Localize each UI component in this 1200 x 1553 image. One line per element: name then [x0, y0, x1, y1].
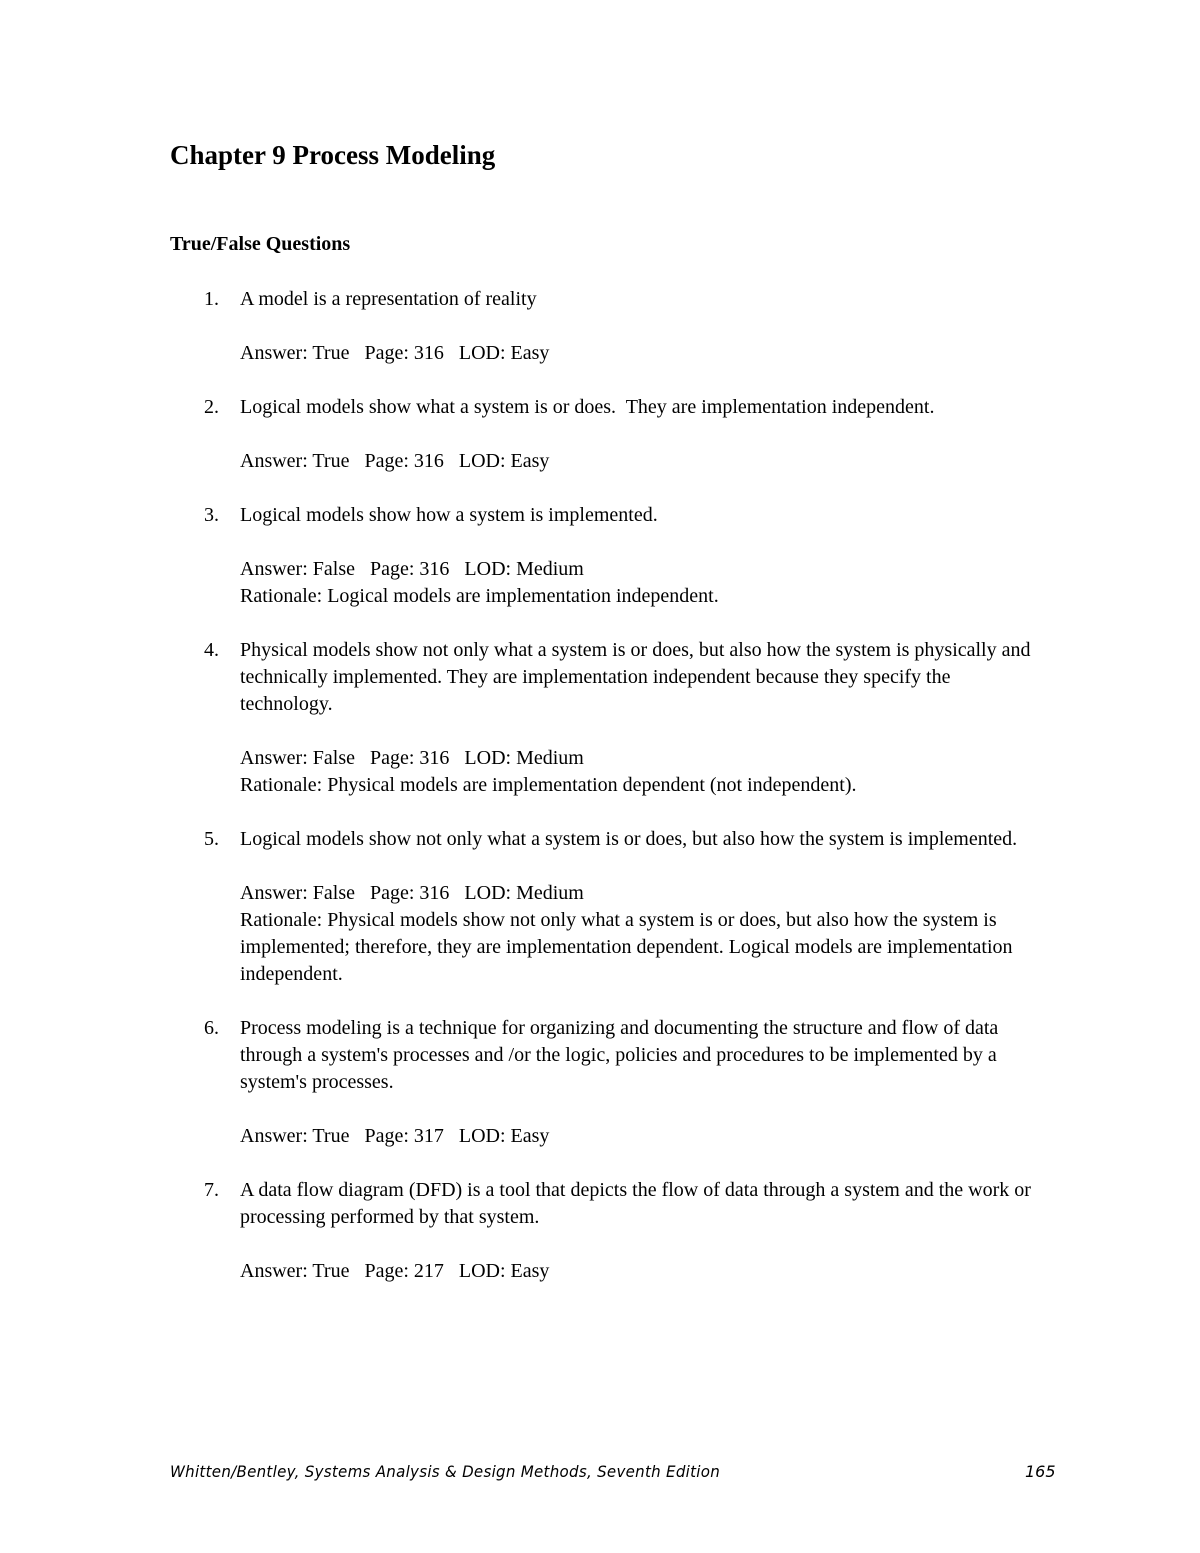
question-text: Logical models show what a system is or does. They are implementation independent. [240, 396, 935, 418]
answer-line: Answer: True Page: 217 LOD: Easy [240, 1260, 550, 1282]
answer-line: Answer: True Page: 316 LOD: Easy [240, 342, 550, 364]
question-text: A model is a representation of reality [240, 288, 537, 310]
section-title: True/False Questions [170, 233, 351, 255]
answer-block [240, 340, 1070, 367]
question-text: Logical models show how a system is implemented. [240, 504, 658, 526]
question-item [170, 1015, 1070, 1177]
question-number: 5. [204, 828, 219, 850]
answer-block [240, 745, 1070, 799]
question-list [170, 286, 1070, 1285]
question-number: 3. [204, 504, 219, 526]
question-item [170, 394, 1070, 502]
question-item [170, 637, 1070, 826]
question-number: 1. [204, 288, 219, 310]
question-item [170, 286, 1070, 394]
rationale-text: Rationale: Physical models show not only what a system is or does, but also how the system is implemented; therefore, they are implementation dependent. Logical models are implementation independent. [240, 909, 1013, 985]
answer-block [240, 556, 1070, 610]
answer-block [240, 880, 1070, 988]
answer-line: Answer: True Page: 317 LOD: Easy [240, 1125, 550, 1147]
answer-block [240, 448, 1070, 475]
question-text: Process modeling is a technique for organizing and documenting the structure and flow of data through a system's processes and /or the logic, policies and procedures to be implemented by a system's processes. [240, 1017, 999, 1093]
answer-line: Answer: False Page: 316 LOD: Medium [240, 747, 584, 769]
rationale-text: Rationale: Logical models are implementation independent. [240, 585, 719, 607]
chapter-title: Chapter 9 Process Modeling [170, 140, 496, 170]
question-text: Logical models show not only what a system is or does, but also how the system is implemented. [240, 828, 1018, 850]
question-number: 2. [204, 396, 219, 418]
question-number: 6. [204, 1017, 219, 1039]
question-item [170, 502, 1070, 637]
answer-line: Answer: False Page: 316 LOD: Medium [240, 882, 584, 904]
question-number: 7. [204, 1179, 219, 1201]
footer-book-title: Whitten/Bentley, Systems Analysis & Design Methods, Seventh Edition [170, 1462, 721, 1481]
question-number: 4. [204, 639, 219, 661]
answer-line: Answer: False Page: 316 LOD: Medium [240, 558, 584, 580]
rationale-text: Rationale: Physical models are implementation dependent (not independent). [240, 774, 857, 796]
answer-block [240, 1258, 1070, 1285]
answer-line: Answer: True Page: 316 LOD: Easy [240, 450, 550, 472]
footer-page-number: 165 [1025, 1462, 1056, 1481]
answer-block [240, 1123, 1070, 1150]
question-text: A data flow diagram (DFD) is a tool that depicts the flow of data through a system and the work or processing performed by that system. [240, 1179, 1031, 1228]
question-item [170, 1177, 1070, 1285]
question-text: Physical models show not only what a system is or does, but also how the system is physically and technically implemented. They are implementation independent because they specify the technology. [240, 639, 1031, 715]
question-item [170, 826, 1070, 1015]
